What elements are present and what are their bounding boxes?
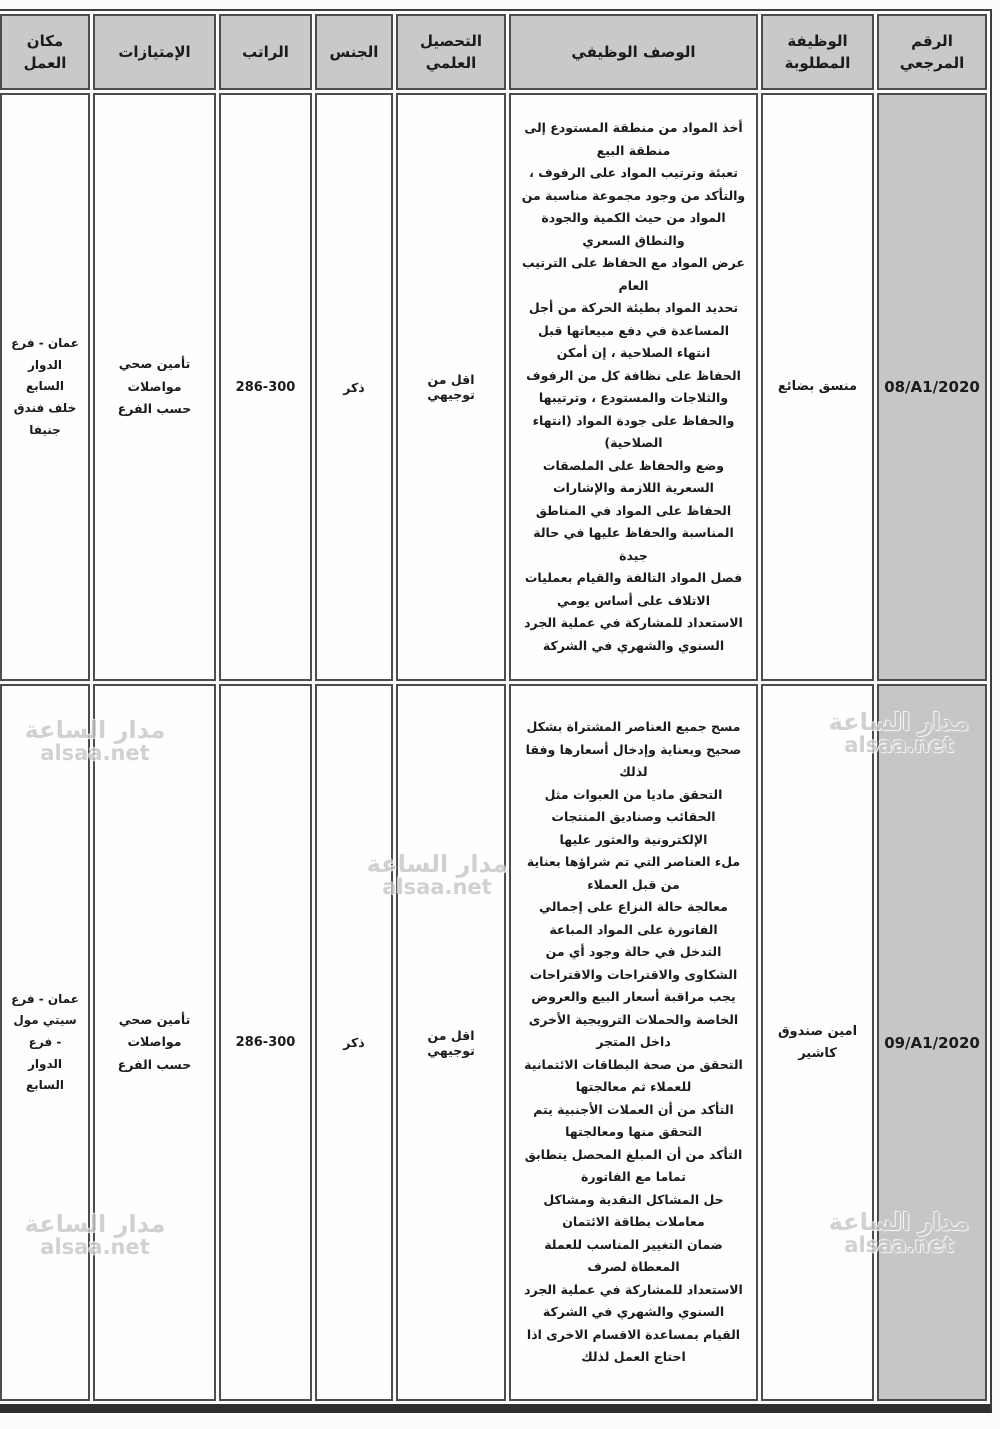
description-line: الاستعداد للمشاركة في عملية الجرد السنوي والشهري في الشركة	[524, 615, 743, 653]
watermark-arabic-text: مدار الساعة	[24, 1210, 166, 1238]
description-line: حل المشاكل النقدية ومشاكل معاملات بطاقة الائتمان	[543, 1191, 724, 1230]
jobs-table	[0, 9, 992, 1413]
watermark-site-url: alsaa.net	[40, 741, 150, 765]
benefits-cell: تأمين صحي مواصلات حسب الفرع	[93, 684, 216, 1401]
work-location-cell: عمان - فرع الدوار السابع خلف فندق جنيفا	[0, 93, 90, 681]
description-line: التحقق ماديا من العبوات مثل الحقائب وصناديق المنتجات الإلكترونية والعثور عليها	[544, 786, 723, 847]
description-line: التأكد من أن المبلغ المحصل يتطابق تماما مع الفاتورة	[524, 1146, 743, 1185]
gender-cell: ذكر	[315, 684, 393, 1401]
col-header-reference-number: الرقم المرجعي	[877, 14, 987, 90]
watermark-site-url: alsaa.net	[382, 875, 492, 899]
description-line: والتأكد من وجود مجموعة مناسبة من المواد من حيث الكمية والجودة والنطاق السعري	[521, 187, 746, 248]
benefits-cell: تأمين صحي مواصلات حسب الفرع	[93, 93, 216, 681]
description-line: تحديد المواد بطيئة الحركة من أجل المساعدة في دفع مبيعاتها قبل انتهاء الصلاحية ، إن أمكن	[528, 300, 739, 361]
work-location-cell: عمان - فرع سيتي مول - فرع الدوار السابع	[0, 684, 90, 1401]
watermark-arabic-text: مدار الساعة	[828, 1208, 970, 1236]
col-header-required-job: الوظيفة المطلوبة	[761, 14, 874, 90]
watermark-site-url: alsaa.net	[40, 1235, 150, 1259]
job-title-cell: منسق بضائع	[761, 93, 874, 681]
description-line: أخذ المواد من منطقة المستودع إلى منطقة البيع	[524, 120, 743, 158]
job-description-cell	[509, 93, 758, 681]
reference-number: 08/A1/2020	[884, 378, 980, 397]
col-header-salary: الراتب	[219, 14, 312, 90]
description-line: يجب مراقبة أسعار البيع والعروض الخاصة والحملات الترويجية الأخرى داخل المتجر	[528, 989, 739, 1050]
job-description-cell	[509, 684, 758, 1401]
description-line: تعبئة وترتيب المواد على الرفوف ،	[529, 165, 738, 181]
col-header-gender: الجنس	[315, 14, 393, 90]
header-row	[0, 14, 987, 90]
col-header-education: التحصيل العلمي	[396, 14, 506, 90]
watermark-arabic-text: مدار الساعة	[24, 716, 166, 744]
watermark-arabic-text: مدار الساعة	[828, 708, 970, 736]
description-line: ملء العناصر التي تم شراؤها بعناية من قبل العملاء	[526, 854, 741, 892]
description-line: معالجة حالة النزاع على إجمالي الفاتورة على المواد المباعة	[539, 899, 728, 937]
reference-number-cell	[877, 684, 987, 1401]
table-row	[0, 93, 987, 681]
description-line: الحفاظ على المواد في المناطق المناسبة والحفاظ عليها في حالة جيدة	[533, 502, 734, 563]
salary-cell	[219, 93, 312, 681]
education-cell: اقل من توجيهي	[396, 684, 506, 1401]
description-line: ضمان التغيير المناسب للعملة المعطاة لصرف	[544, 1236, 723, 1275]
description-line: التدخل في حالة وجود أي من الشكاوى والاقتراحات والاقتراحات	[529, 944, 738, 982]
description-line: الحفاظ على نظافة كل من الرفوف والثلاجات والمستودع ، وترتيبها والحفاظ على جودة المواد (انتهاء الصلاحية)	[526, 367, 741, 451]
table-row	[0, 684, 987, 1401]
education-cell: اقل من توجيهي	[396, 93, 506, 681]
description-line: التأكد من أن العملات الأجنبية يتم التحقق منها ومعالجتها	[533, 1101, 734, 1140]
salary-cell	[219, 684, 312, 1401]
col-header-benefits: الإمتيازات	[93, 14, 216, 90]
salary-range: 286-300	[235, 1035, 296, 1051]
reference-number-cell	[877, 93, 987, 681]
description-line: التحقق من صحة البطاقات الائتمانية للعملاء ثم معالجتها	[524, 1056, 743, 1095]
col-header-work-location: مكان العمل	[0, 14, 90, 90]
description-line: القيام بمساعدة الاقسام الاخرى اذا احتاج العمل لذلك	[526, 1326, 741, 1365]
description-line: مسح جميع العناصر المشتراة بشكل صحيح وبعناية وإدخال أسعارها وفقا لذلك	[525, 719, 742, 780]
watermark-site-url: alsaa.net	[844, 733, 954, 757]
gender-cell: ذكر	[315, 93, 393, 681]
watermark-site-url: alsaa.net	[844, 1233, 954, 1257]
watermark-arabic-text: مدار الساعة	[366, 850, 508, 878]
description-line: عرض المواد مع الحفاظ على الترتيب العام	[522, 255, 745, 293]
description-line: الاستعداد للمشاركة في عملية الجرد السنوي والشهري في الشركة	[524, 1281, 743, 1320]
salary-range: 286-300	[235, 379, 296, 395]
description-line: فصل المواد التالفة والقيام بعمليات الاتلاف على أساس يومي	[524, 570, 743, 608]
col-header-job-description: الوصف الوظيفي	[509, 14, 758, 90]
job-title-cell: امين صندوق كاشير	[761, 684, 874, 1401]
reference-number: 09/A1/2020	[884, 1033, 980, 1052]
description-line: وضع والحفاظ على الملصقات السعرية اللازمة والإشارات	[542, 457, 725, 496]
